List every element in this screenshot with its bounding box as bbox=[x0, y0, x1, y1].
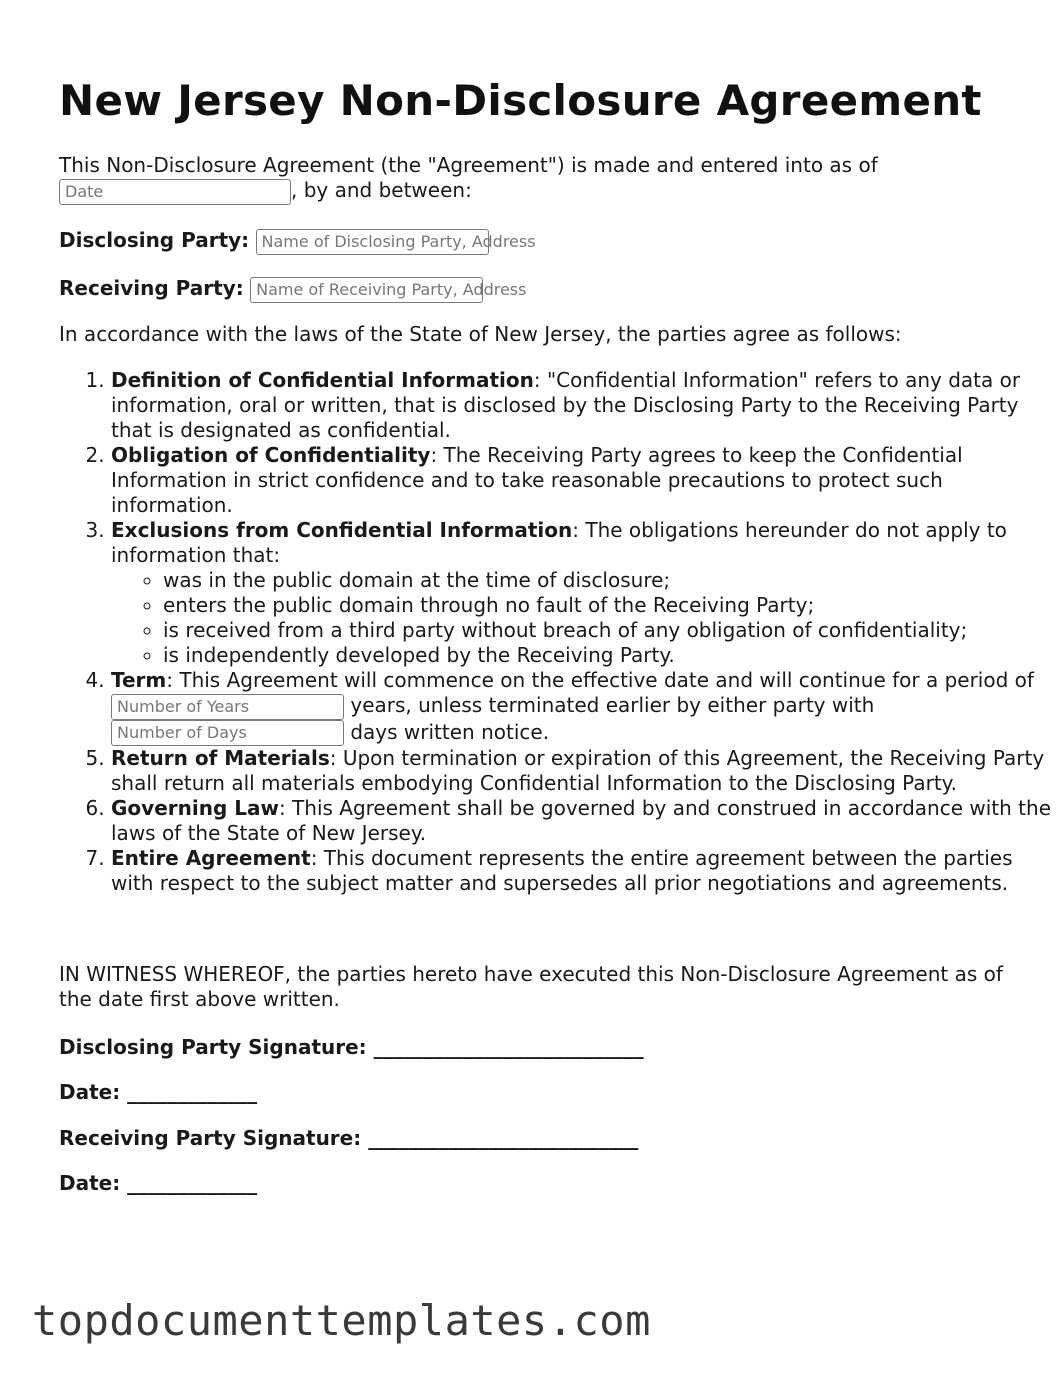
term-heading: Definition of Confidential Information bbox=[111, 368, 534, 392]
term-heading: Return of Materials bbox=[111, 746, 330, 770]
receiving-signature-line: Receiving Party Signature: ___________________________ bbox=[59, 1126, 639, 1150]
term-duration bbox=[111, 668, 1056, 746]
term-text: : This Agreement shall be governed by and construed in accordance with the laws of the State of New Jersey. bbox=[111, 796, 1052, 845]
receiving-party-label: Receiving Party: bbox=[59, 276, 244, 300]
receiving-party-field[interactable]: Name of Receiving Party, Address bbox=[250, 277, 483, 303]
disclosing-signature-line: Disclosing Party Signature: ___________________________ bbox=[59, 1035, 644, 1059]
term-text: : This document represents the entire agreement between the parties with respect to the subject matter and supersedes all prior negotiations and agreements. bbox=[111, 846, 1013, 895]
term-heading: Governing Law bbox=[111, 796, 279, 820]
term-heading: Entire Agreement bbox=[111, 846, 311, 870]
watermark: topdocumenttemplates.com bbox=[32, 1296, 651, 1345]
term-heading: Obligation of Confidentiality bbox=[111, 443, 431, 467]
term-text: : The Receiving Party agrees to keep the Confidential Information in strict confidence and to take reasonable precautions to protect such information. bbox=[111, 443, 963, 517]
term-heading: Exclusions from Confidential Information bbox=[111, 518, 573, 542]
term-text: years, unless terminated earlier by either party with bbox=[344, 693, 875, 717]
list-item: ◦ was in the public domain at the time of disclosure; bbox=[163, 568, 1056, 593]
term-text: : Upon termination or expiration of this Agreement, the Receiving Party shall return all materials embodying Confidential Information to the Disclosing Party. bbox=[111, 746, 1045, 795]
term-obligation bbox=[111, 443, 1056, 518]
term-heading: Term bbox=[111, 668, 167, 692]
page-title: New Jersey Non-Disclosure Agreement bbox=[59, 76, 982, 125]
disclosing-party-row bbox=[59, 227, 536, 255]
accordance-text: In accordance with the laws of the State of New Jersey, the parties agree as follows: bbox=[59, 322, 902, 346]
term-text: : The obligations hereunder do not apply to information that: bbox=[111, 518, 1007, 567]
exclusions-list bbox=[111, 568, 1056, 668]
term-entire-agreement bbox=[111, 846, 1056, 896]
list-item: ◦ enters the public domain through no fault of the Receiving Party; bbox=[163, 593, 1056, 618]
list-item: ◦ is independently developed by the Receiving Party. bbox=[163, 643, 1056, 668]
witness-paragraph: IN WITNESS WHEREOF, the parties hereto have executed this Non-Disclosure Agreement as of the date first above written. bbox=[59, 962, 1003, 1011]
intro-text-after: , by and between: bbox=[291, 178, 472, 202]
date-field[interactable]: Date bbox=[59, 179, 291, 205]
receiving-party-row bbox=[59, 275, 527, 303]
term-text: : This Agreement will commence on the effective date and will continue for a period of bbox=[166, 668, 1034, 692]
intro-text: This Non-Disclosure Agreement (the "Agreement") is made and entered into as of bbox=[59, 153, 878, 177]
term-text: days written notice. bbox=[344, 719, 550, 744]
term-definition bbox=[111, 368, 1056, 443]
date-line-1: Date: _____________ bbox=[59, 1080, 258, 1104]
date-line-2: Date: _____________ bbox=[59, 1171, 258, 1195]
terms-list bbox=[59, 368, 1056, 896]
term-exclusions bbox=[111, 518, 1056, 668]
list-item: ◦ is received from a third party without breach of any obligation of confidentiality; bbox=[163, 618, 1056, 643]
disclosing-party-field[interactable]: Name of Disclosing Party, Address bbox=[256, 229, 489, 255]
term-text: : "Confidential Information" refers to any data or information, oral or written, that is disclosed by the Disclosing Party to the Receiving Party that is designated as confidential. bbox=[111, 368, 1021, 442]
term-governing-law bbox=[111, 796, 1056, 846]
term-return bbox=[111, 746, 1056, 796]
intro-paragraph bbox=[59, 153, 1004, 205]
days-field[interactable]: Number of Days bbox=[111, 720, 344, 746]
years-field[interactable]: Number of Years bbox=[111, 694, 344, 720]
disclosing-party-label: Disclosing Party: bbox=[59, 228, 250, 252]
